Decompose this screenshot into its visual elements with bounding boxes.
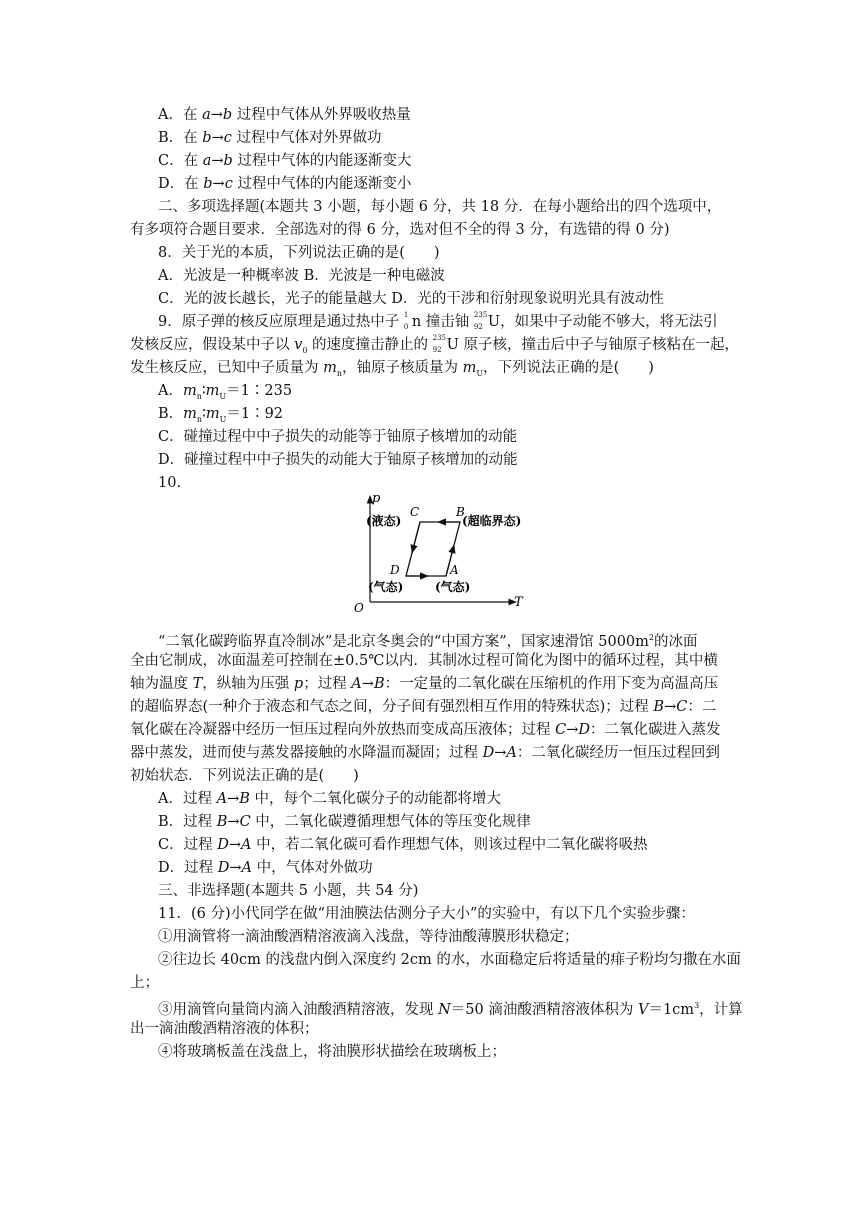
- state-var: A: [216, 791, 228, 807]
- text: ，铀原子核质量为: [342, 360, 463, 376]
- velocity-var: v: [294, 337, 303, 353]
- text: ③用滴管向量筒内滴入油酸酒精溶液，发现: [158, 1001, 439, 1018]
- charge-number: 92: [432, 346, 442, 354]
- arrow: →: [227, 814, 240, 830]
- mass-var: m: [182, 383, 197, 399]
- q9-option-c: C．碰撞过程中中子损失的动能等于铀原子核增加的动能: [158, 429, 518, 445]
- text: ；过程: [303, 676, 352, 692]
- nuclide-uranium-index: [432, 334, 447, 354]
- state-var: b: [202, 130, 212, 146]
- mass-var: m: [205, 383, 220, 399]
- state-var: a: [202, 107, 211, 123]
- q11-step1: ①用滴管将一滴油酸酒精溶液滴入浅盘，等待油酸薄膜形状稳定；: [158, 929, 579, 945]
- state-var: A: [241, 837, 252, 853]
- state-var: b: [223, 153, 233, 169]
- subscript: n: [196, 414, 203, 424]
- q8-stem: 8．关于光的本质，下列说法正确的是( ): [158, 245, 440, 261]
- text: 中，每个二氧化碳分子的动能都将增大: [249, 791, 501, 807]
- text: A．过程: [158, 791, 217, 807]
- pt-cycle-diagram: [340, 482, 540, 614]
- text: 中，若二氧化碳可看作理想气体，则该过程中二氧化碳将吸热: [251, 837, 648, 853]
- nuclide-uranium-index: [473, 311, 488, 331]
- arrow: →: [210, 107, 223, 123]
- text: 9．原子弹的核反应原理是通过热中子: [158, 314, 404, 330]
- mass-number: 235: [432, 334, 446, 342]
- q10-para-line3: [130, 673, 718, 695]
- text: 的速度撞击静止的: [307, 337, 433, 353]
- state-var: b: [203, 176, 213, 192]
- charge-number: 0: [403, 323, 409, 331]
- q11-step4: ④将玻璃板盖在浅盘上，将油膜形状描绘在玻璃板上；: [158, 1044, 506, 1060]
- text: ，计算: [699, 1001, 743, 1018]
- text: ：二氧化碳进入蒸发: [590, 722, 721, 738]
- q10-para-line1: [158, 627, 698, 653]
- arrow: →: [212, 176, 225, 192]
- ratio-colon: ∶: [201, 383, 206, 399]
- mass-var: m: [183, 406, 197, 422]
- text: ＝50 滴油酸酒精溶液体积为: [450, 1001, 638, 1018]
- q11-stem: 11．(6 分)小代同学在做“用油膜法估测分子大小”的实验中，有以下几个实验步骤：: [158, 906, 695, 922]
- arrow: →: [494, 745, 507, 761]
- state-var: A: [351, 676, 362, 692]
- nuclide-neutron-index: [403, 311, 412, 331]
- arrow: →: [229, 860, 242, 876]
- mass-number: 235: [473, 311, 488, 319]
- subscript: U: [219, 414, 227, 424]
- q11-step3-cont: 出一滴油酸酒精溶液的体积；: [130, 1021, 319, 1037]
- text: ：二氧化碳经历一恒压过程回到: [516, 745, 720, 761]
- section2-heading: 二、多项选择题(本题共 3 小题，每小题 6 分，共 18 分．在每小题给出的四个选项中，: [158, 199, 722, 215]
- q9-option-d: D．碰撞过程中中子损失的动能大于铀原子核增加的动能: [158, 452, 518, 468]
- point-a-label: A: [450, 563, 459, 577]
- charge-number: 92: [473, 323, 483, 331]
- q10-option-b: [158, 811, 531, 833]
- text: ，如果中子动能不够大，将无法引: [500, 314, 718, 330]
- q10-para-line6: [130, 742, 720, 764]
- state-var: B: [216, 814, 228, 830]
- q7-option-a: [158, 104, 411, 126]
- arrow: →: [227, 791, 240, 807]
- q10-para-line4: [130, 696, 716, 718]
- arrow-cd: [412, 522, 420, 553]
- state-var: B: [653, 699, 665, 715]
- text: 轴为温度: [130, 676, 193, 692]
- state-var: A: [506, 745, 517, 761]
- option-text: 过程中气体的内能逐渐变小: [232, 176, 412, 192]
- option-text: 过程中气体对外界做功: [231, 130, 382, 146]
- q10-para-line7: 初始状态．下列说法正确的是( ): [130, 768, 359, 784]
- state-var: b: [222, 107, 233, 123]
- text: 发核反应，假设某中子以: [130, 337, 295, 353]
- option-text: A．在: [158, 107, 203, 123]
- mass-var: m: [462, 360, 477, 376]
- state-var: B: [239, 791, 250, 807]
- gas-label-a: (气态): [435, 580, 471, 594]
- subscript: n: [336, 368, 343, 378]
- text: D．过程: [158, 860, 218, 876]
- superscript: 2: [648, 633, 655, 642]
- q10-option-a: [158, 788, 501, 810]
- text: A．: [158, 383, 183, 399]
- text: 发生核反应，已知中子质量为: [130, 360, 324, 376]
- t-axis-label: T: [514, 595, 523, 610]
- subscript: 0: [302, 345, 308, 355]
- state-var: C: [239, 814, 251, 830]
- q10-option-d: [158, 857, 373, 879]
- text: B．: [158, 406, 184, 422]
- q10-para-line5: [130, 719, 721, 741]
- text: ，下列说法正确的是( ): [483, 360, 654, 376]
- state-var: C: [676, 699, 688, 715]
- q10-number: 10.: [158, 475, 182, 491]
- text: “二氧化碳跨临界直冷制冰”是北京冬奥会的“中国方案”，国家速滑馆 5000m: [158, 633, 649, 650]
- neutron-symbol: n: [411, 314, 422, 330]
- q11-step2-cont: 上；: [130, 975, 159, 991]
- liquid-label: (液态): [366, 514, 402, 528]
- option-text: 过程中气体的内能逐渐变大: [232, 153, 412, 169]
- text: 器中蒸发，进而使与蒸发器接触的水降温而凝固；过程: [130, 745, 483, 761]
- mass-number: 1: [403, 311, 409, 319]
- state-var: a: [202, 153, 212, 169]
- subscript: n: [196, 391, 202, 401]
- pressure-var: p: [293, 676, 304, 692]
- q11-step3: [158, 995, 743, 1021]
- volume-var: V: [637, 1001, 649, 1018]
- mass-var: m: [323, 360, 337, 376]
- text: C．过程: [158, 837, 218, 853]
- arrow: →: [211, 153, 224, 169]
- text: 中，二氧化碳遵循理想气体的等压变化规律: [250, 814, 531, 830]
- subscript: U: [219, 391, 227, 401]
- text: ：二: [687, 699, 717, 715]
- q9-stem-line1: [158, 311, 718, 333]
- text: ＝1∶235: [226, 383, 293, 399]
- text: 撞击铀: [421, 314, 474, 330]
- text: 中，气体对外做功: [252, 860, 373, 876]
- supercritical-label: (超临界态): [462, 514, 522, 528]
- text: 原子核，撞击后中子与铀原子核粘在一起，: [458, 337, 739, 353]
- p-axis-label: p: [372, 491, 381, 506]
- q10-para-line2: 全由它制成，冰面温差可控制在±0.5℃以内．其制冰过程可简化为图中的循环过程，其中横: [130, 653, 718, 669]
- arrow: →: [211, 130, 224, 146]
- q7-option-d: [158, 173, 411, 195]
- option-text: C．在: [158, 153, 203, 169]
- state-var: c: [224, 176, 233, 192]
- point-b-label: B: [456, 505, 465, 519]
- text: ＝1cm: [648, 1001, 695, 1018]
- arrow: →: [664, 699, 677, 715]
- point-d-label: D: [390, 563, 400, 577]
- text: ＝1∶92: [226, 406, 284, 422]
- option-text: D．在: [158, 176, 204, 192]
- q7-option-b: [158, 127, 381, 149]
- state-var: D: [482, 745, 495, 761]
- text: B．过程: [158, 814, 217, 830]
- state-var: c: [223, 130, 232, 146]
- text: 的超临界态(一种介于液态和气态之间，分子间有强烈相互作用的特殊状态)；过程: [130, 699, 654, 715]
- q8-options-cd: C．光的波长越长，光子的能量越大 D．光的干涉和衍射现象说明光具有波动性: [158, 291, 664, 307]
- section3-heading: 三、非选择题(本题共 5 小题，共 54 分): [158, 883, 419, 899]
- arrow: →: [361, 676, 374, 692]
- arrow: →: [228, 837, 242, 853]
- arrow: →: [566, 722, 579, 738]
- state-var: D: [217, 837, 229, 853]
- superscript: 3: [694, 1001, 700, 1010]
- q7-option-c: [158, 150, 411, 172]
- temperature-var: T: [192, 676, 203, 692]
- ratio-colon: ∶: [202, 406, 206, 422]
- q8-options-ab: A．光波是一种概率波 B．光波是一种电磁波: [158, 268, 445, 284]
- section2-heading-cont: 有多项符合题目要求．全部选对的得 6 分，选对但不全的得 3 分，有选错的得 0 分): [130, 222, 670, 238]
- option-text: B．在: [158, 130, 203, 146]
- state-var: D: [217, 860, 230, 876]
- text: 的冰面: [654, 633, 698, 650]
- state-var: A: [241, 860, 253, 876]
- state-var: B: [373, 676, 385, 692]
- mass-var: m: [205, 406, 220, 422]
- text: ：一定量的二氧化碳在压缩机的作用下变为高温高压: [384, 676, 719, 692]
- text: ，纵轴为压强: [202, 676, 294, 692]
- q10-option-c: [158, 834, 648, 856]
- subscript: U: [476, 368, 484, 378]
- text: 氧化碳在冷凝器中经历一恒压过程向外放热而变成高压液体；过程: [130, 722, 556, 738]
- origin-label: O: [354, 601, 364, 614]
- option-text: 过程中气体从外界吸收热量: [232, 107, 411, 123]
- uranium-symbol: U: [446, 337, 459, 353]
- state-var: C: [555, 722, 567, 738]
- count-var: N: [438, 1001, 451, 1018]
- q11-step2: ②往边长 40cm 的浅盘内倒入深度约 2cm 的水，水面稳定后将适量的痱子粉均匀撒在水面: [158, 952, 741, 968]
- point-c-label: C: [410, 505, 420, 519]
- uranium-symbol: U: [487, 314, 501, 330]
- gas-label-d: (气态): [368, 580, 404, 594]
- state-var: D: [578, 722, 591, 738]
